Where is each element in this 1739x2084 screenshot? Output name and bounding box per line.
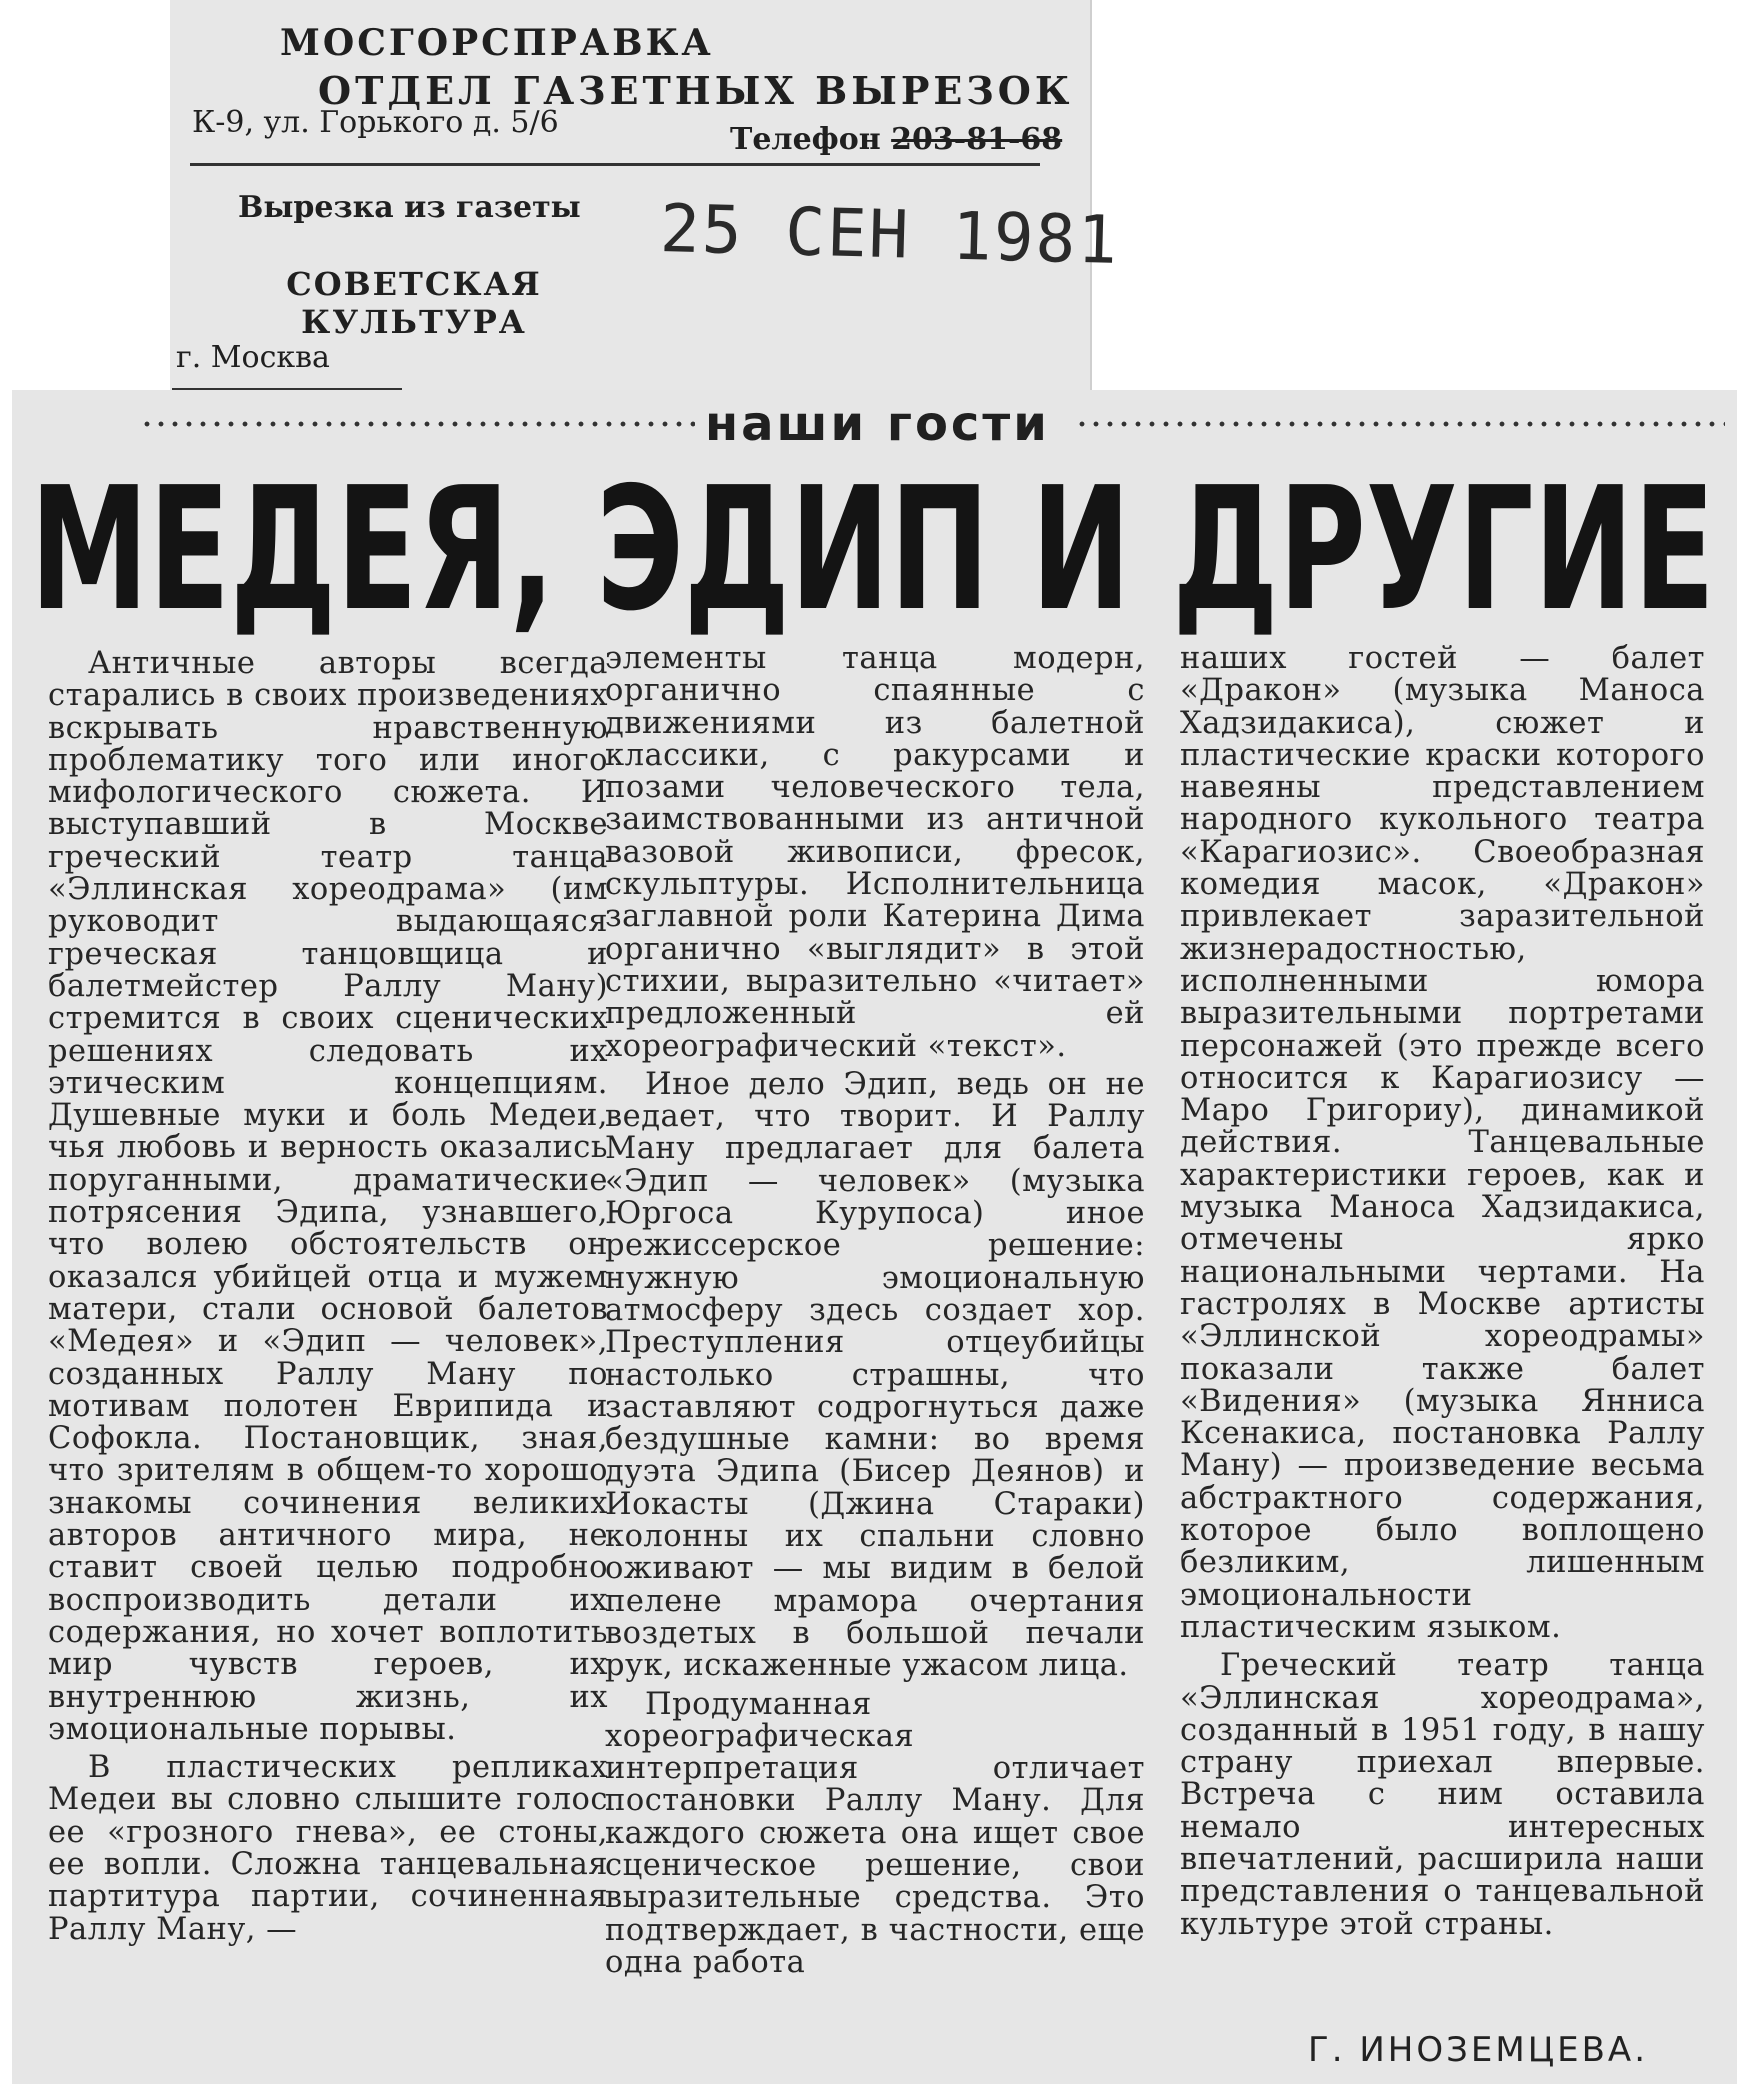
agency-name: МОСГОРСПРАВКА xyxy=(280,22,714,64)
paragraph: Греческий театр танца «Эллинская хореодрама», созданный в 1951 году, в нашу страну приехал впервые. Встреча с ним оставила немало интересных впечатлений, расширила наши представления о танцевальной культуре этой страны. xyxy=(1180,1648,1705,1942)
paragraph: элементы танца модерн, органично спаянные с движениями из балетной классики, с ракурсами и позами человеческого тела, заимствованными из античной вазовой живописи, фресок, скульптуры. Исполнительница заглавной роли Катерина Дима органично «выглядит» в этой стихии, выразительно «читает» предложенный ей хореографический «текст». xyxy=(605,641,1145,1064)
date-stamp: 25 СЕН 1981 xyxy=(659,190,1121,279)
agency-address: К-9, ул. Горького д. 5/6 xyxy=(192,105,559,140)
rubric-title: наши гости xyxy=(705,396,1050,452)
article-column-1 xyxy=(48,648,608,1946)
headline-text: МЕДЕЯ, ЭДИП И ДРУГИЕ xyxy=(30,451,1715,640)
department-name: ОТДЕЛ ГАЗЕТНЫХ ВЫРЕЗОК xyxy=(318,68,1074,113)
agency-phone xyxy=(730,122,1062,157)
phone-label: Телефон xyxy=(730,122,881,157)
author-byline: Г. ИНОЗЕМЦЕВА. xyxy=(1308,2030,1648,2070)
headline xyxy=(30,440,1730,640)
address-divider xyxy=(190,163,1040,166)
source-label: Вырезка из газеты xyxy=(238,190,581,225)
newspaper-name: СОВЕТСКАЯ КУЛЬТУРА xyxy=(286,265,542,341)
paragraph: В пластических репликах Медеи вы словно слышите голос ее «грозного гнева», ее стоны, ее вопли. Сложна танцевальная партитура партии, сочиненная Раллу Ману, — xyxy=(48,1750,608,1947)
rubric-ornament-left xyxy=(140,418,695,430)
paragraph: Продуманная хореографическая интерпретация отличает постановки Раллу Ману. Для каждого сюжета она ищет свое сценическое решение, свои выразительные средства. Это подтверждает, в частности, еще одна работа xyxy=(605,1686,1145,1980)
headline-svg xyxy=(30,440,1730,640)
paragraph: Античные авторы всегда старались в своих произведениях вскрывать нравственную проблематику того или иного мифологического сюжета. И выступавший в Москве греческий театр танца «Эллинская хореодрама» (им руководит выдающаяся греческая танцовщица и балетмейстер Раллу Ману) стремится в своих сценических решениях следовать их этическим концепциям. Душевные муки и боль Медеи, чья любовь и верность оказались поруганными, драматические потрясения Эдипа, узнавшего, что волею обстоятельств он оказался убийцей отца и мужем матери, стали основой балетов «Медея» и «Эдип — человек», созданных Раллу Ману по мотивам полотен Еврипида и Софокла. Постановщик, зная, что зрителям в общем-то хорошо знакомы сочинения великих авторов античного мира, не ставит своей целью подробно воспроизводить детали их содержания, но хочет воплотить мир чувств героев, их внутреннюю жизнь, их эмоциональные порывы. xyxy=(48,646,608,1747)
paragraph: Иное дело Эдип, ведь он не ведает, что творит. И Раллу Ману предлагает для балета «Эдип — человек» (музыка Юргоса Курупоса) иное режиссерское решение: нужную эмоциональную атмосферу здесь создает хор. Преступления отцеубийцы настолько страшны, что заставляют содрогнуться даже бездушные камни: во время дуэта Эдипа (Бисер Деянов) и Иокасты (Джина Стараки) колонны их спальни словно оживают — мы видим в белой пелене мрамора очертания воздетых в большой печали рук, искаженные ужасом лица. xyxy=(605,1066,1145,1684)
article-column-3 xyxy=(1180,643,1705,1941)
phone-number: 203-81-68 xyxy=(891,122,1063,157)
paragraph: наших гостей — балет «Дракон» (музыка Маноса Хадзидакиса), сюжет и пластические краски которого навеяны представлением народного кукольного театра «Карагиозис». Своеобразная комедия масок, «Дракон» привлекает заразительной жизнерадостностью, исполненными юмора выразительными портретами персонажей (это прежде всего относится к Карагиозису — Маро Григориу), динамикой действия. Танцевальные характеристики героев, как и музыка Маноса Хадзидакиса, отмечены ярко национальными чертами. На гастролях в Москве артисты «Эллинской хореодрамы» показали также балет «Видения» (музыка Янниса Ксенакиса, постановка Раллу Ману) — произведение весьма абстрактного содержания, которое было воплощено безликим, лишенным эмоциональности пластическим языком. xyxy=(1180,641,1705,1645)
rubric-ornament-right xyxy=(1075,418,1725,430)
newspaper-city: г. Москва xyxy=(176,340,330,375)
article-column-2 xyxy=(605,643,1145,1979)
